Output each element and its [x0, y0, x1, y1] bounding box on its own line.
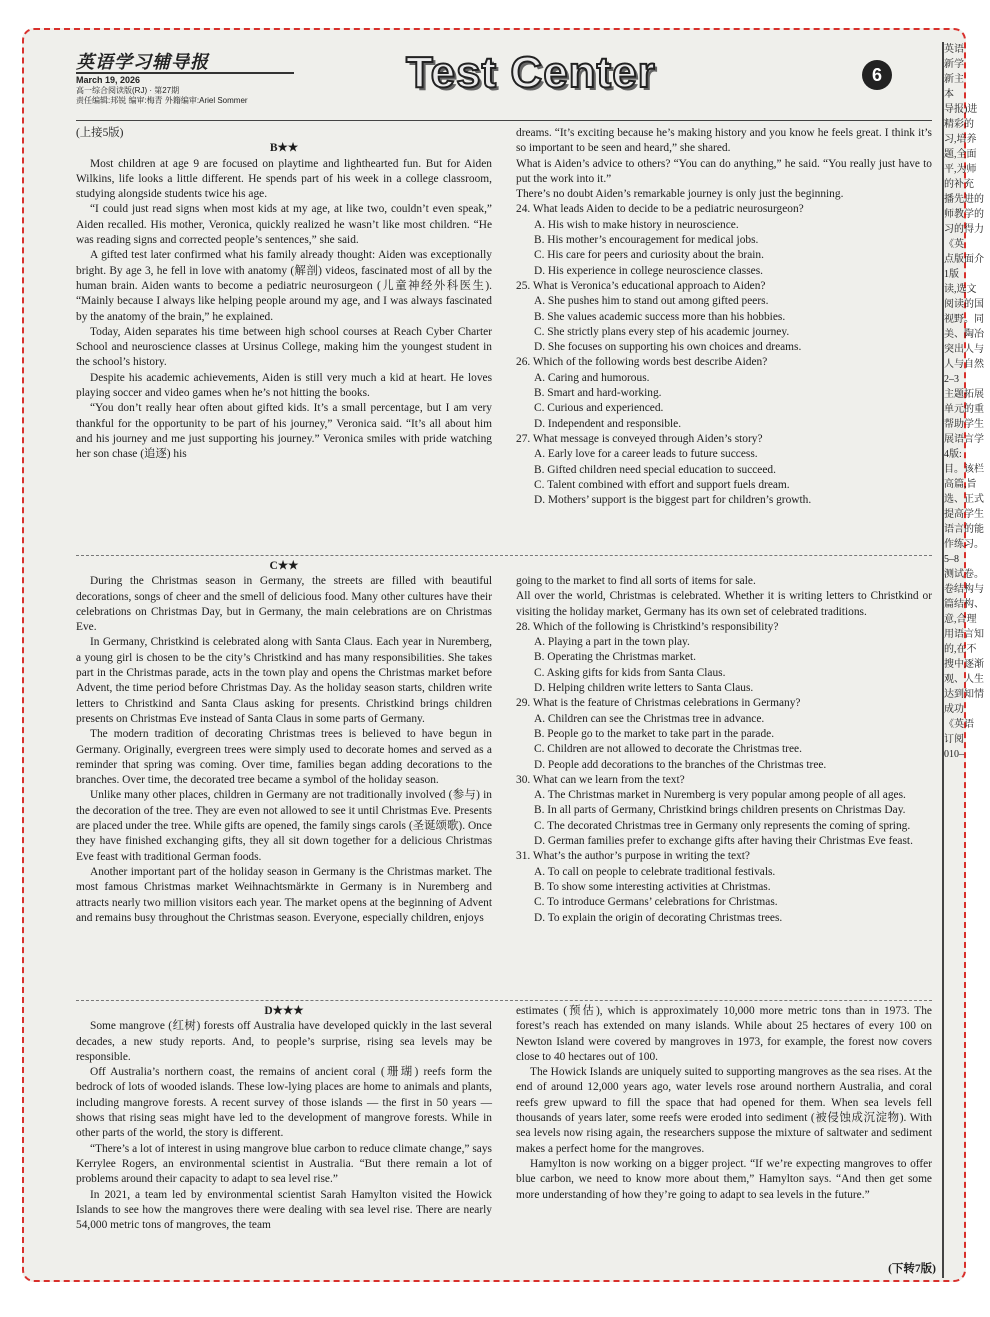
paragraph: “I could just read signs when most kids at my age, at like two, couldn’t even speak,” Aiden recalled. His mother, Veronica, quickly realized he wasn’t like most children. “He was reading signs and corrected people’s sentences,” she said.: [76, 203, 492, 247]
strip-line: 选、正式: [944, 494, 984, 505]
strip-line: 主题拓展: [944, 389, 984, 400]
strip-line: 篇结构、: [944, 599, 984, 610]
strip-line: 目。该栏: [944, 464, 984, 475]
newspaper-page: [70, 42, 942, 1278]
answer-option: D. To explain the origin of decorating Christmas trees.: [534, 911, 783, 924]
section-divider: [76, 555, 932, 556]
paragraph: Some mangrove (红树) forests off Australia have developed quickly in the last several decades, a new study reports. And, to people’s surprise, rising sea levels may be responsible.: [76, 1020, 492, 1063]
strip-line: 精彩的: [944, 119, 974, 130]
strip-line: 习的得力: [944, 224, 984, 235]
strip-line: 导报)进: [944, 104, 978, 115]
answer-option: A. To call on people to celebrate traditional festivals.: [534, 865, 776, 878]
paragraph: Unlike many other places, children in Germany are not traditionally involved (参与) in the decoration of the tree. They are even not allowed to see it until Christmas Eve. Presents are placed under the tree. While gifts are opened, the family sings carols (圣诞颂歌). Once they have finished exchanging gifts, they all sit down together for a delicious Christmas Eve feast with traditional German foods.: [76, 789, 492, 863]
page-header: [70, 42, 942, 120]
paragraph: A gifted test later confirmed what his family already thought: Aiden was exceptionally bright. By age 3, he fell in love with anatomy (解剖) videos, fascinated most of all by the human brain. Aiden wants to become a pediatric neurosurgeon (儿童神经外科医生). “Mainly because I always like helping people around my age, and I was always fascinated by the anatomy of the brain,” he explained.: [76, 249, 492, 323]
paragraph: Most children at age 9 are focused on playtime and lighthearted fun. But for Aiden Wilkins, life looks a little different. He spends part of his week in a college classroom, studying alongside students twice his age.: [76, 157, 492, 201]
passage-b-text: [76, 157, 492, 463]
answer-option: D. Helping children write letters to Santa Claus.: [534, 682, 754, 695]
strip-line: 单元的重: [944, 404, 984, 415]
passage-c-questions: [516, 620, 932, 926]
paragraph: Today, Aiden separates his time between high school courses at Reach Cyber Charter School and neuroscience classes at Ursinus College, making him the youngest student in the school’s history.: [76, 325, 492, 369]
adjacent-page-text: [944, 42, 984, 762]
strip-line: 卷结构与: [944, 584, 984, 595]
strip-line: 的补充: [944, 179, 974, 190]
answer-option: C. To introduce Germans’ celebrations for Christmas.: [534, 896, 778, 909]
passage-b-left-column: [76, 126, 492, 463]
strip-line: 展语言学: [944, 434, 984, 445]
answer-option: C. Children are not allowed to decorate the Christmas tree.: [534, 743, 802, 756]
paragraph: estimates (预估), which is approximately 10,000 more metric tons than in 1973. The forest’s reach has extended on many islands. While about 25 hectares of every 100 on Newton Island were covered by mangroves in 1973, for example, the forest now covers close to 40 hectares out of 100.: [516, 1005, 932, 1063]
paragraph: The modern tradition of decorating Christmas trees is believed to have begun in Germany. Originally, evergreen trees were simply used to decorate homes and served as a reminder that spring was coming. Over time, families began adding decorations to the branches. Over time, the decorated tree became a symbol of the holiday season.: [76, 728, 492, 787]
paragraph: In 2021, a team led by environmental scientist Sarah Hamylton visited the Howick Islands to see how the mangroves there were dealing with sea level rise. There are nearly 54,000 metric tons of mangroves, the team: [76, 1188, 492, 1232]
strip-line: 高篇,旨: [944, 479, 977, 490]
answer-option: A. Caring and humorous.: [534, 371, 650, 384]
strip-line: 提高学生: [944, 509, 984, 520]
strip-line: 人与自然: [944, 359, 984, 370]
answer-option: B. People go to the market to take part in the parade.: [534, 727, 775, 740]
question-stem: 31. What’s the author’s purpose in writing the text?: [516, 850, 750, 863]
strip-line: 语言的能: [944, 524, 984, 535]
question-stem: 30. What can we learn from the text?: [516, 773, 685, 786]
strip-line: 视野。同: [944, 314, 984, 325]
paragraph: Another important part of the holiday season in Germany is the Christmas market. The most famous Christmas market Weihnachtsmärkte in Germany is in Nuremberg and attracts nearly two million visitors each year. The market opens at the beginning of Advent and remains busy throughout the Christmas season. Everyone, especially children, enjoys: [76, 865, 492, 924]
passage-b-questions: [516, 202, 932, 508]
page-frame: [22, 28, 984, 1282]
strip-line: 新学: [944, 59, 964, 70]
passage-b-right-column: [516, 126, 932, 508]
paragraph: going to the market to find all sorts of items for sale.: [516, 575, 756, 587]
masthead-rule: [76, 72, 294, 74]
answer-option: C. The decorated Christmas tree in Germany only represents the coming of spring.: [534, 819, 911, 832]
strip-line: 订阅: [944, 734, 964, 745]
strip-line: 达到知情: [944, 689, 984, 700]
strip-line: 《英: [944, 239, 964, 250]
paragraph: During the Christmas season in Germany, the streets are filled with beautiful decorations, songs of cheer and the smell of delicious food. Many other cultures have their celebrations on Christmas Day, but in Germany, the main celebrations are on Christmas Eve.: [76, 575, 492, 634]
answer-option: C. His care for peers and curiosity about the brain.: [534, 249, 764, 262]
answer-option: C. Asking gifts for kids from Santa Claus.: [534, 666, 726, 679]
passage-c-left-column: [76, 559, 492, 926]
strip-line: 的,在不: [944, 644, 977, 655]
strip-line: 习,培养: [944, 134, 977, 145]
answer-option: A. Children can see the Christmas tree in advance.: [534, 712, 765, 725]
answer-option: D. Mothers’ support is the biggest part for children’s growth.: [534, 494, 812, 507]
question-stem: 24. What leads Aiden to decide to be a pediatric neurosurgeon?: [516, 203, 804, 216]
continued-to-note: (下转7版): [888, 1263, 936, 1275]
editor-credits: 责任编辑:邦锐 编审:梅青 外籍编审:Ariel Sommer: [76, 96, 248, 105]
answer-option: B. In all parts of Germany, Christkind brings children presents on Christmas Day.: [534, 804, 906, 817]
passage-d-text-continued: [516, 1004, 932, 1203]
passage-c-text: [76, 574, 492, 926]
answer-option: D. People add decorations to the branches of the Christmas tree.: [534, 758, 827, 771]
strip-line: 题,全面: [944, 149, 977, 160]
paragraph: “There’s a lot of interest in using mangrove blue carbon to reduce climate change,” says Kerrylee Rogers, an environmental scientist in Australia. “But there remain a lot of problems around their capacity to adapt to sea level rise.”: [76, 1142, 492, 1186]
question-stem: 26. Which of the following words best describe Aiden?: [516, 356, 768, 369]
strip-line: 观、人生: [944, 674, 984, 685]
strip-line: 测试卷。: [944, 569, 984, 580]
answer-option: A. Playing a part in the town play.: [534, 636, 690, 649]
answer-option: B. Smart and hard-working.: [534, 387, 662, 400]
answer-option: C. She strictly plans every step of his academic journey.: [534, 325, 790, 338]
issue-number: 高一综合阅读版(RJ) · 第27期: [76, 86, 180, 95]
passage-c-heading: C★★: [269, 560, 299, 572]
paragraph: “You don’t really hear often about gifted kids. It’s a small percentage, but I am very thankful for the opportunity to be part of his journey,” Veronica said. “It’s all about him and his journey and me just supporting his journey.” Veronica smiles with pride watching her son chase (追逐) his: [76, 402, 492, 461]
strip-line: 英语: [944, 44, 964, 55]
header-rule: [76, 120, 932, 121]
strip-line: 4版:: [944, 449, 962, 460]
paragraph: Hamylton is now working on a bigger project. “If we’re expecting mangroves to offer blue carbon, we need to know more about them,” Hamylton says. “And then get some more understanding of how they’re going to adapt to sea levels in the future.”: [516, 1157, 932, 1201]
strip-line: 搜中逐渐: [944, 659, 984, 670]
passage-d-text: [76, 1019, 492, 1233]
strip-line: 成功: [944, 704, 964, 715]
paragraph: Despite his academic achievements, Aiden is still very much a kid at heart. He loves playing soccer and video games when he’s not hitting the books.: [76, 371, 492, 400]
answer-option: A. His wish to make history in neuroscience.: [534, 218, 739, 231]
paragraph: Off Australia’s northern coast, the remains of ancient coral (珊瑚) reefs form the bedrock of lots of wooded islands. These low-lying places are home to animals and plants, including mangrove forests. A recent survey of those islands — the first in 50 years — shows that rising seas might have led to the development of mangrove forests. While in other parts of the world, the story is different.: [76, 1066, 492, 1140]
strip-line: 用语言知: [944, 629, 984, 640]
strip-line: 意,合理: [944, 614, 977, 625]
paragraph: The Howick Islands are uniquely suited to supporting mangroves as the sea rises. At the end of around 12,000 years ago, water levels rose around northern Australia, and coral reefs grew upward to fill the space that had opened for them. When sea levels fell thousands of years later, some reefs were eroded into sediment (被侵蚀成沉淀物). With sea levels now rising again, the researchers suppose the mixture of saltwater and sediment makes a perfect home for the mangroves.: [516, 1066, 932, 1155]
answer-option: A. She pushes him to stand out among gifted peers.: [534, 295, 769, 308]
answer-option: D. Independent and responsible.: [534, 417, 682, 430]
strip-line: 播先进的: [944, 194, 984, 205]
passage-b-heading: B★★: [269, 142, 299, 155]
strip-line: 2–3: [944, 374, 959, 385]
paragraph: There’s no doubt Aiden’s remarkable journey is only just the beginning.: [516, 188, 844, 201]
answer-option: D. German families prefer to exchange gifts after having their Christmas Eve feast.: [534, 835, 913, 848]
strip-line: 帮助学生: [944, 419, 984, 430]
passage-b-text-continued: [516, 126, 932, 202]
answer-option: C. Talent combined with effort and support fuels dream.: [534, 478, 790, 491]
question-stem: 25. What is Veronica’s educational approach to Aiden?: [516, 279, 766, 292]
strip-line: 师教学的: [944, 209, 984, 220]
passage-d-right-column: [516, 1004, 932, 1203]
answer-option: B. To show some interesting activities at Christmas.: [534, 880, 771, 893]
adjacent-page-strip: [942, 42, 984, 1278]
answer-option: D. She focuses on supporting his own choices and dreams.: [534, 341, 802, 354]
answer-option: A. Early love for a career leads to future success.: [534, 448, 758, 461]
strip-line: 《英语: [944, 719, 974, 730]
passage-c-right-column: [516, 574, 932, 926]
question-stem: 27. What message is conveyed through Aiden’s story?: [516, 432, 763, 445]
strip-line: 平,为师: [944, 164, 977, 175]
masthead-logo: 英语学习辅导报: [76, 52, 209, 72]
issue-date: March 19, 2026: [76, 75, 141, 85]
answer-option: B. His mother’s encouragement for medical jobs.: [534, 234, 759, 247]
page-number-badge: 6: [862, 60, 892, 90]
answer-option: B. Gifted children need special education to succeed.: [534, 463, 776, 476]
strip-line: 美、陶冶: [944, 329, 984, 340]
strip-line: 阅读的国: [944, 299, 984, 310]
answer-option: D. His experience in college neuroscience classes.: [534, 264, 763, 277]
paragraph: In Germany, Christkind is celebrated along with Santa Claus. Each year in Nuremberg, a young girl is chosen to be the city’s Christkind and has many responsibilities. She takes part in the Christmas parade, acts in the town play and opens the Christmas market before Advent, the time period before Christmas Day. As the holiday season starts, children write letters to Christkind and Santa Claus asking for presents. Christkind brings children presents on Christmas Eve instead of Santa Claus in some parts of Germany.: [76, 636, 492, 725]
issue-meta: [76, 75, 248, 106]
strip-line: 1版: [944, 269, 959, 280]
paragraph: dreams. “It’s exciting because he’s making history and you know he feels great. I think it’s so important to be seen and heard,” she shared.: [516, 127, 932, 155]
strip-line: 010–: [944, 749, 964, 760]
page-title: Test Center: [406, 48, 656, 97]
strip-line: 读,选文: [944, 284, 977, 295]
section-divider: [76, 1000, 932, 1001]
strip-line: 突出人与: [944, 344, 984, 355]
answer-option: C. Curious and experienced.: [534, 402, 664, 415]
answer-option: B. Operating the Christmas market.: [534, 651, 696, 664]
strip-line: 作练习。: [944, 539, 984, 550]
paragraph: All over the world, Christmas is celebrated. Whether it is writing letters to Christkind or visiting the holiday market, Germany has its own set of celebrated traditions.: [516, 590, 932, 618]
answer-option: B. She values academic success more than his hobbies.: [534, 310, 786, 323]
answer-option: A. The Christmas market in Nuremberg is very popular among people of all ages.: [534, 789, 906, 802]
passage-c-text-continued: [516, 574, 932, 620]
passage-d-left-column: [76, 1004, 492, 1233]
passage-d-heading: D★★★: [264, 1005, 304, 1017]
strip-line: 点版面介: [944, 254, 984, 265]
paragraph: What is Aiden’s advice to others? “You can do anything,” he said. “You really just have to put the work into it.”: [516, 157, 932, 185]
strip-line: 5–8: [944, 554, 959, 565]
continued-from-note: (上接5版): [76, 127, 124, 139]
question-stem: 28. Which of the following is Christkind’s responsibility?: [516, 620, 779, 633]
question-stem: 29. What is the feature of Christmas celebrations in Germany?: [516, 697, 801, 710]
strip-line: 本: [944, 89, 954, 100]
strip-line: 新主: [944, 74, 964, 85]
